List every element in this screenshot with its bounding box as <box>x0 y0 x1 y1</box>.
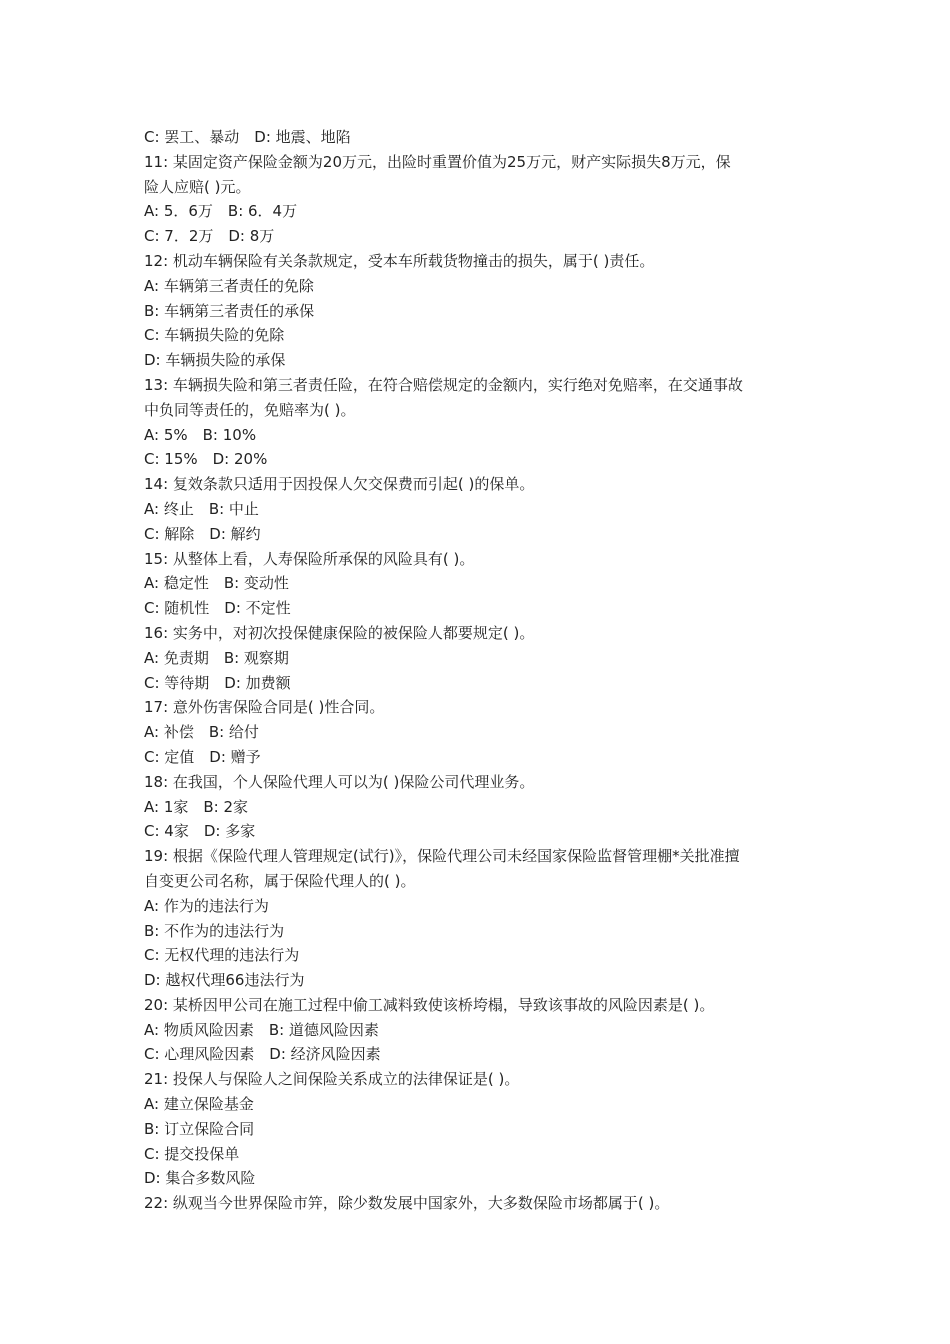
text-line: 自变更公司名称，属于保险代理人的( )。 <box>144 871 416 890</box>
options-line: C: 7．2万 D: 8万 <box>144 227 275 246</box>
option-a: A: 作为的违法行为 <box>144 896 269 915</box>
option-d: D: 车辆损失险的承保 <box>144 351 286 370</box>
option-c: C: 提交投保单 <box>144 1144 240 1163</box>
options-line: A: 稳定性 B: 变动性 <box>144 574 289 593</box>
options-line: C: 定值 D: 赠予 <box>144 747 261 766</box>
option-b: B: 不作为的违法行为 <box>144 921 285 940</box>
question-18: 18: 在我国，个人保险代理人可以为( )保险公司代理业务。 <box>144 772 535 791</box>
options-line: A: 5% B: 10% <box>144 425 257 444</box>
document-body <box>144 125 814 1216</box>
options-line: C: 15% D: 20% <box>144 450 268 469</box>
option-b: B: 订立保险合同 <box>144 1119 255 1138</box>
question-12: 12: 机动车辆保险有关条款规定，受本车所载货物撞击的损失，属于( )责任。 <box>144 251 655 270</box>
options-line: A: 物质风险因素 B: 道德风险因素 <box>144 1020 379 1039</box>
option-a: A: 车辆第三者责任的免除 <box>144 276 314 295</box>
question-22: 22: 纵观当今世界保险市笄，除少数发展中国家外，大多数保险市场都属于( )。 <box>144 1194 670 1213</box>
option-c: C: 车辆损失险的免除 <box>144 326 285 345</box>
question-11: 11: 某固定资产保险金额为20万元，出险时重置价值为25万元，财产实际损失8万元，保 <box>144 152 731 171</box>
option-d: D: 集合多数风险 <box>144 1169 256 1188</box>
options-line: A: 1家 B: 2家 <box>144 797 249 816</box>
options-line: A: 终止 B: 中止 <box>144 499 259 518</box>
text-line: 中负同等责任的，免赔率为( )。 <box>144 400 356 419</box>
question-20: 20: 某桥因甲公司在施工过程中偷工减料致使该桥垮榻，导致该事故的风险因素是( )。 <box>144 995 715 1014</box>
options-line: A: 补偿 B: 给付 <box>144 723 259 742</box>
question-19: 19: 根据《保险代理人管理规定(试行)》，保险代理公司未经国家保险监督管理棚*关批准擅 <box>144 847 740 866</box>
options-line: C: 心理风险因素 D: 经济风险因素 <box>144 1045 381 1064</box>
option-a: A: 建立保险基金 <box>144 1095 254 1114</box>
question-17: 17: 意外伤害保险合同是( )性合同。 <box>144 698 385 717</box>
options-line: C: 4家 D: 多家 <box>144 822 256 841</box>
question-15: 15: 从整体上看，人寿保险所承保的风险具有( )。 <box>144 549 475 568</box>
text-line: 险人应赔( )元。 <box>144 177 251 196</box>
options-line: C: 随机性 D: 不定性 <box>144 599 291 618</box>
question-16: 16: 实务中，对初次投保健康保险的被保险人都要规定( )。 <box>144 623 535 642</box>
option-d: D: 越权代理66违法行为 <box>144 971 305 990</box>
options-line: C: 解除 D: 解约 <box>144 524 261 543</box>
question-14: 14: 复效条款只适用于因投保人欠交保费而引起( )的保单。 <box>144 475 535 494</box>
option-c: C: 无权代理的违法行为 <box>144 946 300 965</box>
question-13: 13: 车辆损失险和第三者责任险，在符合赔偿规定的金额内，实行绝对免赔率，在交通事故 <box>144 375 743 394</box>
text-line: C: 罢工、暴动 D: 地震、地陷 <box>144 128 351 146</box>
question-21: 21: 投保人与保险人之间保险关系成立的法律保证是( )。 <box>144 1070 520 1089</box>
options-line: A: 免责期 B: 观察期 <box>144 648 289 667</box>
options-line: C: 等待期 D: 加费额 <box>144 673 291 692</box>
options-line: A: 5．6万 B: 6．4万 <box>144 202 298 221</box>
option-b: B: 车辆第三者责任的承保 <box>144 301 315 320</box>
